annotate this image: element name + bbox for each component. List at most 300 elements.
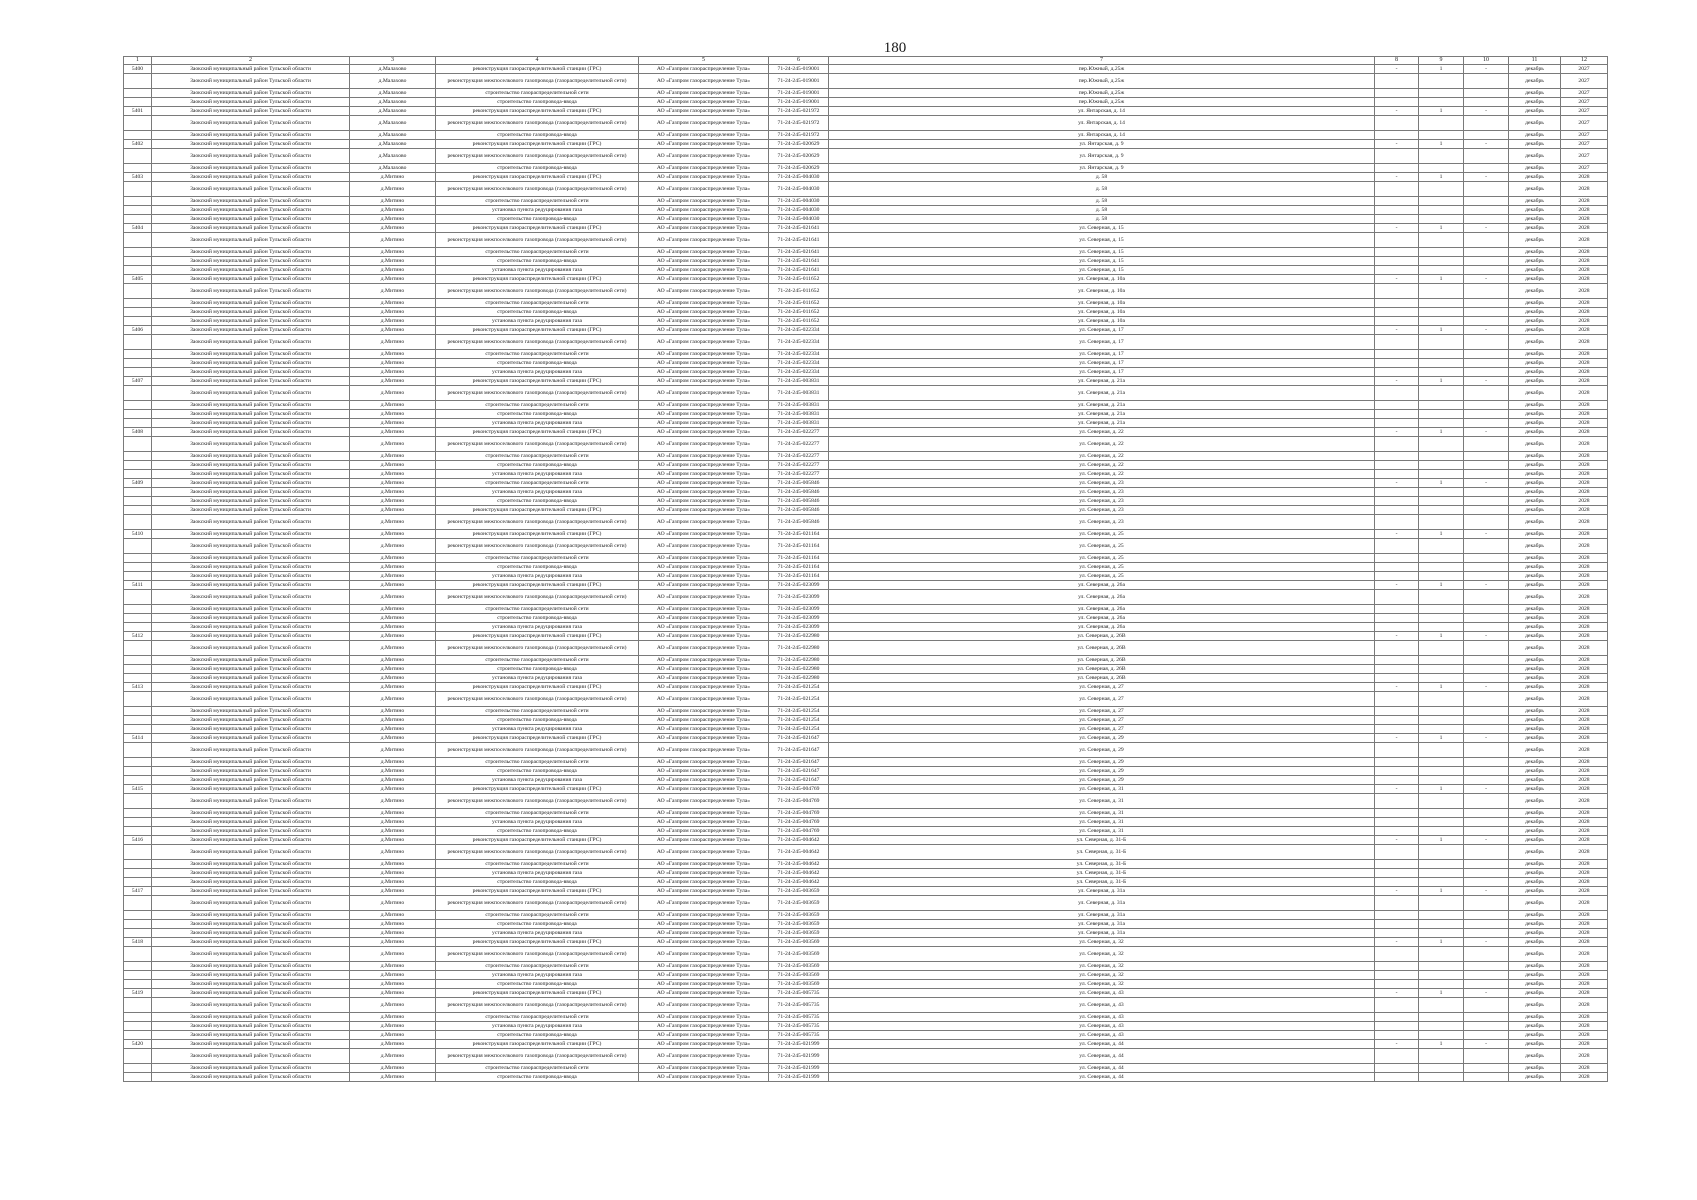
cell-municipality: Заокский муниципальный район Тульской области	[152, 461, 350, 470]
cell-col8	[1375, 410, 1419, 419]
cell-row-number: 5412	[124, 632, 152, 641]
table-row	[124, 284, 1608, 299]
cell-settlement: д.Митино	[350, 1049, 436, 1064]
cell-work-type: строительство газопровода-ввода	[436, 131, 639, 140]
cell-year: 2028	[1561, 224, 1608, 233]
table-row	[124, 419, 1608, 428]
cell-organization: АО «Газпром газораспределение Тула»	[639, 743, 769, 758]
cell-col10	[1464, 1073, 1509, 1082]
cell-municipality: Заокский муниципальный район Тульской области	[152, 962, 350, 971]
cell-col9	[1419, 98, 1464, 107]
cell-col10	[1464, 1049, 1509, 1064]
cell-address: ул. Северная, д. 10а	[829, 317, 1375, 326]
cell-col10	[1464, 947, 1509, 962]
cell-address: ул. Северная, д. 29	[829, 734, 1375, 743]
cell-settlement: д.Митино	[350, 716, 436, 725]
cell-work-type: реконструкция газораспределительной станции (ГРС)	[436, 836, 639, 845]
table-row	[124, 818, 1608, 827]
cell-year: 2027	[1561, 140, 1608, 149]
cell-address: ул. Северная, д. 10а	[829, 308, 1375, 317]
cell-object-code: 71-24-245-021972	[769, 131, 829, 140]
cell-object-code: 71-24-245-019001	[769, 65, 829, 74]
cell-address: ул. Янтарская, д. 14	[829, 107, 1375, 116]
cell-settlement: д.Митино	[350, 488, 436, 497]
cell-municipality: Заокский муниципальный район Тульской области	[152, 725, 350, 734]
table-row	[124, 107, 1608, 116]
cell-settlement: д.Митино	[350, 377, 436, 386]
cell-object-code: 71-24-245-004769	[769, 809, 829, 818]
cell-organization: АО «Газпром газораспределение Тула»	[639, 515, 769, 530]
cell-year: 2028	[1561, 563, 1608, 572]
cell-col10	[1464, 89, 1509, 98]
cell-row-number: 5402	[124, 140, 152, 149]
cell-col10	[1464, 707, 1509, 716]
cell-col10	[1464, 506, 1509, 515]
cell-object-code: 71-24-245-022980	[769, 656, 829, 665]
cell-organization: АО «Газпром газораспределение Тула»	[639, 530, 769, 539]
table-row	[124, 1064, 1608, 1073]
cell-col8	[1375, 233, 1419, 248]
cell-work-type: реконструкция межпоселкового газопровода (газораспределительной сети)	[436, 590, 639, 605]
cell-work-type: установка пункта редуцирования газа	[436, 725, 639, 734]
cell-work-type: установка пункта редуцирования газа	[436, 1022, 639, 1031]
cell-address: ул. Янтарская, д. 14	[829, 116, 1375, 131]
cell-col8: -	[1375, 836, 1419, 845]
cell-year: 2028	[1561, 1049, 1608, 1064]
cell-col10	[1464, 335, 1509, 350]
cell-address: ул. Северная, д. 44	[829, 1049, 1375, 1064]
cell-col9	[1419, 707, 1464, 716]
cell-row-number	[124, 317, 152, 326]
cell-object-code: 71-24-245-021647	[769, 758, 829, 767]
cell-col9	[1419, 758, 1464, 767]
cell-month: декабрь	[1509, 224, 1561, 233]
cell-year: 2028	[1561, 767, 1608, 776]
cell-month: декабрь	[1509, 377, 1561, 386]
cell-work-type: реконструкция газораспределительной станции (ГРС)	[436, 581, 639, 590]
cell-municipality: Заокский муниципальный район Тульской области	[152, 581, 350, 590]
cell-work-type: строительство газораспределительной сети	[436, 656, 639, 665]
cell-organization: АО «Газпром газораспределение Тула»	[639, 938, 769, 947]
cell-municipality: Заокский муниципальный район Тульской области	[152, 479, 350, 488]
cell-col9: 9	[1419, 57, 1464, 65]
cell-row-number	[124, 131, 152, 140]
cell-col9	[1419, 257, 1464, 266]
cell-month: декабрь	[1509, 623, 1561, 632]
cell-organization: АО «Газпром газораспределение Тула»	[639, 845, 769, 860]
cell-col10: -	[1464, 632, 1509, 641]
cell-settlement: д.Митино	[350, 572, 436, 581]
cell-municipality: Заокский муниципальный район Тульской области	[152, 275, 350, 284]
cell-municipality: Заокский муниципальный район Тульской области	[152, 437, 350, 452]
table-row	[124, 980, 1608, 989]
cell-year: 2028	[1561, 326, 1608, 335]
cell-row-number	[124, 266, 152, 275]
cell-municipality: Заокский муниципальный район Тульской области	[152, 614, 350, 623]
cell-address: ул. Северная, д. 22	[829, 470, 1375, 479]
table-row	[124, 1022, 1608, 1031]
cell-col8	[1375, 335, 1419, 350]
cell-municipality: Заокский муниципальный район Тульской области	[152, 140, 350, 149]
cell-col10: -	[1464, 326, 1509, 335]
cell-month: декабрь	[1509, 89, 1561, 98]
cell-col9	[1419, 920, 1464, 929]
cell-object-code: 71-24-245-004030	[769, 215, 829, 224]
cell-row-number	[124, 506, 152, 515]
cell-object-code: 71-24-245-023099	[769, 623, 829, 632]
cell-row-number: 5407	[124, 377, 152, 386]
cell-object-code: 6	[769, 57, 829, 65]
cell-work-type: установка пункта редуцирования газа	[436, 317, 639, 326]
cell-municipality: Заокский муниципальный район Тульской области	[152, 911, 350, 920]
cell-work-type: реконструкция газораспределительной станции (ГРС)	[436, 785, 639, 794]
cell-col10	[1464, 716, 1509, 725]
cell-municipality: Заокский муниципальный район Тульской области	[152, 206, 350, 215]
cell-work-type: реконструкция межпоселкового газопровода (газораспределительной сети)	[436, 386, 639, 401]
cell-organization: АО «Газпром газораспределение Тула»	[639, 299, 769, 308]
cell-col8	[1375, 401, 1419, 410]
cell-municipality: Заокский муниципальный район Тульской области	[152, 785, 350, 794]
cell-col9: 1	[1419, 326, 1464, 335]
cell-object-code: 71-24-245-019001	[769, 98, 829, 107]
cell-col10	[1464, 554, 1509, 563]
cell-object-code: 71-24-245-022334	[769, 350, 829, 359]
cell-col8: -	[1375, 479, 1419, 488]
cell-organization: АО «Газпром газораспределение Тула»	[639, 65, 769, 74]
cell-row-number	[124, 182, 152, 197]
cell-organization: АО «Газпром газораспределение Тула»	[639, 224, 769, 233]
cell-month: декабрь	[1509, 734, 1561, 743]
cell-object-code: 71-24-245-022277	[769, 470, 829, 479]
cell-object-code: 71-24-245-021641	[769, 266, 829, 275]
cell-month: декабрь	[1509, 479, 1561, 488]
cell-col8	[1375, 131, 1419, 140]
cell-month: декабрь	[1509, 785, 1561, 794]
cell-year: 2028	[1561, 785, 1608, 794]
cell-work-type: установка пункта редуцирования газа	[436, 488, 639, 497]
cell-object-code: 71-24-245-020629	[769, 149, 829, 164]
cell-object-code: 71-24-245-019001	[769, 89, 829, 98]
cell-organization: АО «Газпром газораспределение Тула»	[639, 326, 769, 335]
cell-settlement: д.Митино	[350, 1013, 436, 1022]
cell-col10	[1464, 317, 1509, 326]
cell-col8	[1375, 368, 1419, 377]
cell-month: декабрь	[1509, 497, 1561, 506]
cell-object-code: 71-24-245-023099	[769, 581, 829, 590]
table-row	[124, 590, 1608, 605]
cell-col9: 1	[1419, 683, 1464, 692]
cell-month: декабрь	[1509, 674, 1561, 683]
cell-col10: -	[1464, 785, 1509, 794]
cell-year: 2027	[1561, 65, 1608, 74]
table-row	[124, 911, 1608, 920]
cell-organization: АО «Газпром газораспределение Тула»	[639, 1049, 769, 1064]
cell-row-number	[124, 962, 152, 971]
cell-object-code: 71-24-245-005846	[769, 506, 829, 515]
table-row	[124, 776, 1608, 785]
cell-row-number: 5414	[124, 734, 152, 743]
cell-col9	[1419, 869, 1464, 878]
table-row	[124, 716, 1608, 725]
cell-col8	[1375, 1013, 1419, 1022]
cell-year: 2028	[1561, 674, 1608, 683]
cell-address: ул. Северная, д. 25	[829, 539, 1375, 554]
table-row	[124, 971, 1608, 980]
cell-row-number	[124, 641, 152, 656]
cell-col9	[1419, 233, 1464, 248]
cell-work-type: строительство газопровода-ввода	[436, 980, 639, 989]
cell-settlement: д.Митино	[350, 308, 436, 317]
table-row	[124, 515, 1608, 530]
cell-settlement: д.Митино	[350, 947, 436, 962]
cell-row-number	[124, 1064, 152, 1073]
cell-object-code: 71-24-245-011652	[769, 284, 829, 299]
cell-municipality: Заокский муниципальный район Тульской области	[152, 107, 350, 116]
table-row	[124, 386, 1608, 401]
cell-year: 2028	[1561, 572, 1608, 581]
table-row	[124, 197, 1608, 206]
cell-organization: АО «Газпром газораспределение Тула»	[639, 1013, 769, 1022]
cell-municipality: Заокский муниципальный район Тульской области	[152, 836, 350, 845]
cell-settlement: д.Митино	[350, 299, 436, 308]
cell-settlement: д.Митино	[350, 224, 436, 233]
cell-month: декабрь	[1509, 140, 1561, 149]
cell-municipality: Заокский муниципальный район Тульской области	[152, 809, 350, 818]
cell-municipality: Заокский муниципальный район Тульской области	[152, 632, 350, 641]
cell-row-number	[124, 299, 152, 308]
cell-row-number	[124, 1022, 152, 1031]
cell-year: 2028	[1561, 590, 1608, 605]
cell-col8: -	[1375, 938, 1419, 947]
cell-organization: АО «Газпром газораспределение Тула»	[639, 980, 769, 989]
cell-address: ул. Северная, д. 26а	[829, 605, 1375, 614]
cell-col10	[1464, 971, 1509, 980]
cell-month: декабрь	[1509, 173, 1561, 182]
cell-organization: АО «Газпром газораспределение Тула»	[639, 656, 769, 665]
cell-settlement: д.Митино	[350, 614, 436, 623]
cell-month: декабрь	[1509, 605, 1561, 614]
cell-row-number	[124, 461, 152, 470]
cell-municipality: Заокский муниципальный район Тульской области	[152, 419, 350, 428]
cell-organization: АО «Газпром газораспределение Тула»	[639, 920, 769, 929]
cell-settlement: д.Малахово	[350, 74, 436, 89]
cell-row-number	[124, 1049, 152, 1064]
table-row	[124, 1031, 1608, 1040]
cell-address: ул. Северная, д. 31-Б	[829, 845, 1375, 860]
cell-object-code: 71-24-245-022980	[769, 674, 829, 683]
cell-municipality: Заокский муниципальный район Тульской области	[152, 1040, 350, 1049]
cell-municipality: Заокский муниципальный район Тульской области	[152, 248, 350, 257]
cell-col10: -	[1464, 224, 1509, 233]
cell-year: 2028	[1561, 539, 1608, 554]
table-row	[124, 869, 1608, 878]
cell-col10	[1464, 869, 1509, 878]
cell-organization: АО «Газпром газораспределение Тула»	[639, 386, 769, 401]
cell-col10	[1464, 410, 1509, 419]
cell-col8: -	[1375, 65, 1419, 74]
cell-col8: -	[1375, 428, 1419, 437]
cell-settlement: д.Митино	[350, 1073, 436, 1082]
table-row	[124, 359, 1608, 368]
table-row	[124, 215, 1608, 224]
cell-month: декабрь	[1509, 707, 1561, 716]
cell-col9	[1419, 716, 1464, 725]
cell-col8	[1375, 794, 1419, 809]
cell-address: пер.Южный, д.25ж	[829, 89, 1375, 98]
cell-work-type: реконструкция межпоселкового газопровода (газораспределительной сети)	[436, 743, 639, 758]
cell-year: 2028	[1561, 725, 1608, 734]
cell-row-number	[124, 707, 152, 716]
cell-municipality: Заокский муниципальный район Тульской области	[152, 947, 350, 962]
cell-municipality: Заокский муниципальный район Тульской области	[152, 827, 350, 836]
table-row	[124, 896, 1608, 911]
cell-municipality: Заокский муниципальный район Тульской области	[152, 572, 350, 581]
cell-row-number	[124, 419, 152, 428]
cell-settlement: д.Митино	[350, 386, 436, 401]
table-row	[124, 929, 1608, 938]
cell-organization: АО «Газпром газораспределение Тула»	[639, 107, 769, 116]
cell-col8	[1375, 929, 1419, 938]
cell-settlement: д.Митино	[350, 767, 436, 776]
cell-col9	[1419, 197, 1464, 206]
cell-year: 2027	[1561, 89, 1608, 98]
cell-year: 2027	[1561, 164, 1608, 173]
cell-settlement: д.Митино	[350, 971, 436, 980]
cell-address: ул. Северная, д. 32	[829, 938, 1375, 947]
cell-row-number: 5415	[124, 785, 152, 794]
cell-municipality: Заокский муниципальный район Тульской области	[152, 1064, 350, 1073]
cell-row-number	[124, 947, 152, 962]
table-row	[124, 224, 1608, 233]
cell-col8	[1375, 461, 1419, 470]
cell-municipality: Заокский муниципальный район Тульской области	[152, 818, 350, 827]
cell-settlement: д.Митино	[350, 920, 436, 929]
cell-row-number	[124, 794, 152, 809]
cell-col10: -	[1464, 530, 1509, 539]
cell-col10	[1464, 605, 1509, 614]
cell-year: 2028	[1561, 623, 1608, 632]
cell-year: 2028	[1561, 818, 1608, 827]
cell-municipality: Заокский муниципальный район Тульской области	[152, 641, 350, 656]
cell-month: декабрь	[1509, 452, 1561, 461]
cell-object-code: 71-24-245-022277	[769, 461, 829, 470]
cell-col10	[1464, 206, 1509, 215]
cell-col10	[1464, 419, 1509, 428]
cell-col9	[1419, 284, 1464, 299]
cell-object-code: 71-24-245-004642	[769, 845, 829, 860]
cell-row-number	[124, 470, 152, 479]
cell-work-type: установка пункта редуцирования газа	[436, 869, 639, 878]
cell-col8	[1375, 1031, 1419, 1040]
cell-row-number	[124, 590, 152, 605]
cell-row-number	[124, 368, 152, 377]
cell-settlement: д.Митино	[350, 428, 436, 437]
cell-organization: АО «Газпром газораспределение Тула»	[639, 173, 769, 182]
cell-object-code: 71-24-245-021254	[769, 692, 829, 707]
cell-settlement: д.Митино	[350, 641, 436, 656]
table-row	[124, 206, 1608, 215]
cell-settlement: д.Митино	[350, 929, 436, 938]
cell-settlement: д.Митино	[350, 326, 436, 335]
cell-month: декабрь	[1509, 149, 1561, 164]
cell-municipality: Заокский муниципальный район Тульской области	[152, 266, 350, 275]
table-row	[124, 266, 1608, 275]
cell-month: декабрь	[1509, 878, 1561, 887]
cell-work-type: строительство газопровода-ввода	[436, 1031, 639, 1040]
cell-month: декабрь	[1509, 869, 1561, 878]
cell-year: 2028	[1561, 173, 1608, 182]
table-row	[124, 437, 1608, 452]
cell-organization: АО «Газпром газораспределение Тула»	[639, 233, 769, 248]
cell-address: ул. Северная, д. 31а	[829, 929, 1375, 938]
cell-municipality: Заокский муниципальный район Тульской области	[152, 1049, 350, 1064]
cell-col8	[1375, 962, 1419, 971]
cell-municipality: Заокский муниципальный район Тульской области	[152, 350, 350, 359]
cell-settlement: д.Митино	[350, 665, 436, 674]
cell-row-number	[124, 929, 152, 938]
cell-object-code: 71-24-245-011652	[769, 275, 829, 284]
cell-work-type: строительство газораспределительной сети	[436, 350, 639, 359]
cell-row-number	[124, 1073, 152, 1082]
cell-object-code: 71-24-245-005735	[769, 1031, 829, 1040]
cell-month: декабрь	[1509, 563, 1561, 572]
cell-col9: 1	[1419, 836, 1464, 845]
cell-organization: АО «Газпром газораспределение Тула»	[639, 572, 769, 581]
cell-object-code: 71-24-245-004769	[769, 827, 829, 836]
cell-col8	[1375, 419, 1419, 428]
cell-settlement: д.Митино	[350, 461, 436, 470]
cell-organization: АО «Газпром газораспределение Тула»	[639, 368, 769, 377]
cell-municipality: Заокский муниципальный район Тульской области	[152, 692, 350, 707]
cell-col10: -	[1464, 140, 1509, 149]
cell-year: 2028	[1561, 758, 1608, 767]
cell-col10	[1464, 98, 1509, 107]
cell-year: 2028	[1561, 734, 1608, 743]
table-row	[124, 299, 1608, 308]
cell-address: ул. Северная, д. 25	[829, 563, 1375, 572]
cell-address: ул. Северная, д. 43	[829, 1031, 1375, 1040]
cell-municipality: Заокский муниципальный район Тульской области	[152, 308, 350, 317]
cell-work-type: строительство газораспределительной сети	[436, 962, 639, 971]
cell-col8	[1375, 767, 1419, 776]
cell-year: 2028	[1561, 257, 1608, 266]
table-row	[124, 920, 1608, 929]
cell-address: ул. Северная, д. 22	[829, 428, 1375, 437]
cell-municipality: Заокский муниципальный район Тульской области	[152, 1073, 350, 1082]
cell-work-type: реконструкция газораспределительной станции (ГРС)	[436, 734, 639, 743]
cell-col8	[1375, 197, 1419, 206]
cell-organization: АО «Газпром газораспределение Тула»	[639, 605, 769, 614]
cell-col8	[1375, 98, 1419, 107]
cell-col9	[1419, 776, 1464, 785]
cell-work-type: установка пункта редуцирования газа	[436, 623, 639, 632]
cell-object-code: 71-24-245-004642	[769, 860, 829, 869]
cell-col10	[1464, 998, 1509, 1013]
cell-address: ул. Северная, д. 27	[829, 725, 1375, 734]
cell-col9	[1419, 1013, 1464, 1022]
cell-month: декабрь	[1509, 896, 1561, 911]
cell-municipality: Заокский муниципальный район Тульской области	[152, 410, 350, 419]
cell-col9	[1419, 971, 1464, 980]
cell-month: декабрь	[1509, 1064, 1561, 1073]
cell-address: ул. Северная, д. 17	[829, 335, 1375, 350]
cell-col9	[1419, 1064, 1464, 1073]
cell-object-code: 71-24-245-021254	[769, 683, 829, 692]
cell-col8	[1375, 656, 1419, 665]
cell-object-code: 71-24-245-020629	[769, 164, 829, 173]
table-row	[124, 692, 1608, 707]
table-row	[124, 1013, 1608, 1022]
